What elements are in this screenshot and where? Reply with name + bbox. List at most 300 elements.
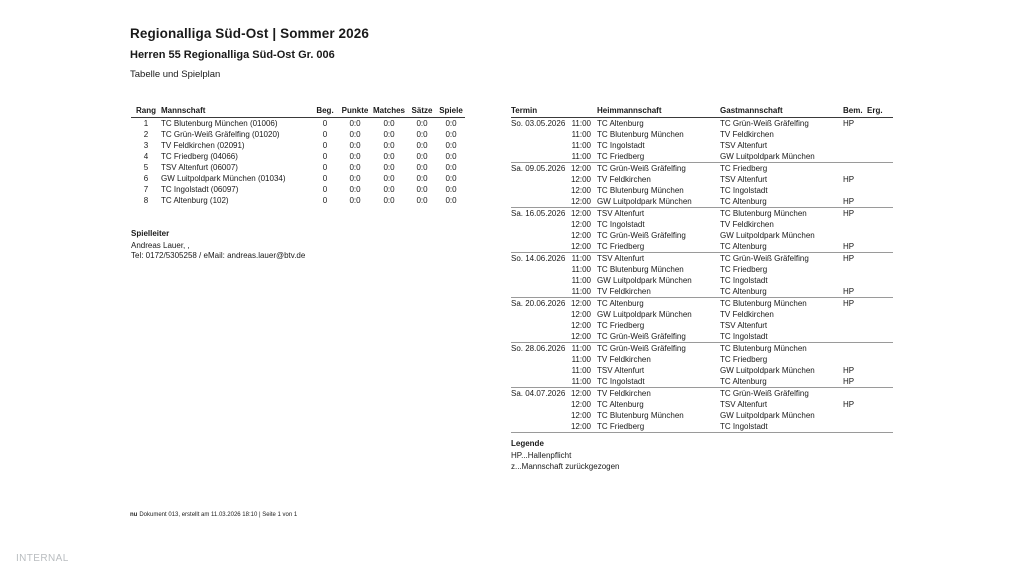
match-date-cell: Sa. 09.05.2026	[511, 164, 566, 173]
standings-cell: TC Ingolstadt (06097)	[161, 185, 239, 194]
standings-cell: 0:0	[349, 152, 361, 161]
schedule-group	[511, 343, 893, 388]
guest-team-cell: TC Ingolstadt	[720, 276, 768, 285]
standings-row	[131, 151, 465, 162]
legend-item: HP...Hallenpflicht	[511, 451, 572, 460]
match-time-cell: 12:00	[570, 220, 592, 229]
remark-cell: HP	[843, 197, 855, 206]
match-date-cell	[511, 286, 569, 298]
guest-team-cell: TC Blutenburg München	[720, 344, 807, 353]
result-cell	[867, 410, 893, 421]
schedule-row	[511, 196, 893, 208]
standings-cell: 0:0	[416, 152, 428, 161]
standings-cell: 0:0	[445, 130, 457, 139]
legend-item: z...Mannschaft zurückgezogen	[511, 462, 620, 471]
standings-cell: 0:0	[349, 174, 361, 183]
schedule-table	[511, 106, 893, 433]
guest-team-cell: TC Altenburg	[720, 242, 767, 251]
standings-cell: TC Altenburg (102)	[161, 196, 229, 205]
standings-cell: 4	[143, 152, 149, 161]
schedule-group	[511, 253, 893, 298]
standings-cell: 0:0	[445, 152, 457, 161]
home-team-cell: GW Luitpoldpark München	[597, 197, 692, 206]
result-cell	[867, 309, 893, 320]
standings-cell: 0:0	[416, 141, 428, 150]
standings-cell: 0:0	[445, 185, 457, 194]
home-team-cell: TC Grün-Weiß Gräfelfing	[597, 332, 686, 341]
home-team-cell: TC Friedberg	[597, 422, 645, 431]
schedule-row	[511, 230, 893, 241]
result-cell	[867, 421, 893, 433]
standings-cell: 2	[143, 130, 149, 139]
legend-items	[511, 450, 620, 472]
guest-team-cell: TV Feldkirchen	[720, 310, 774, 319]
match-date-cell	[511, 196, 569, 208]
standings-col-header: Mannschaft	[161, 106, 311, 118]
standings-cell: 0	[322, 152, 328, 161]
result-cell	[867, 388, 893, 400]
match-time-cell: 11:00	[571, 254, 592, 263]
result-cell	[867, 376, 893, 388]
home-team-cell: TV Feldkirchen	[597, 389, 651, 398]
schedule-row	[511, 376, 893, 388]
standings-cell: TC Friedberg (04066)	[161, 152, 238, 161]
standings-header-row	[131, 106, 465, 118]
standings-cell: 0:0	[383, 196, 395, 205]
standings-cell: 0:0	[416, 163, 428, 172]
standings-cell: 3	[143, 141, 149, 150]
standings-col-header: Rang	[131, 106, 161, 118]
schedule-row	[511, 151, 893, 163]
match-date-cell	[511, 365, 569, 376]
match-date-cell	[511, 410, 569, 421]
schedule-group	[511, 163, 893, 208]
schedule-header-row	[511, 106, 893, 118]
remark-cell: HP	[843, 175, 855, 184]
match-time-cell: 11:00	[571, 152, 592, 161]
remark-cell	[843, 129, 867, 140]
standings-row	[131, 195, 465, 206]
match-time-cell: 11:00	[571, 366, 592, 375]
standings-cell: 0:0	[349, 141, 361, 150]
remark-cell: HP	[843, 377, 855, 386]
schedule-row	[511, 163, 893, 175]
standings-cell: 0	[322, 163, 328, 172]
match-time-cell: 12:00	[570, 197, 592, 206]
standings-cell: 0	[322, 196, 328, 205]
remark-cell	[843, 354, 867, 365]
standings-cell: 0:0	[383, 119, 395, 128]
home-team-cell: TC Blutenburg München	[597, 411, 684, 420]
home-team-cell: TC Ingolstadt	[597, 220, 645, 229]
result-cell	[867, 275, 893, 286]
internal-watermark: INTERNAL	[16, 553, 69, 564]
standings-cell: TC Grün-Weiß Gräfelfing (01020)	[161, 130, 280, 139]
schedule-row	[511, 140, 893, 151]
match-date-cell: Sa. 16.05.2026	[511, 209, 566, 218]
guest-team-cell: TSV Altenfurt	[720, 321, 768, 330]
result-cell	[867, 163, 893, 175]
standings-cell: 0:0	[445, 141, 457, 150]
match-date-cell: Sa. 04.07.2026	[511, 389, 566, 398]
page-footer	[130, 511, 297, 519]
standings-cell: 0:0	[349, 185, 361, 194]
schedule-row	[511, 410, 893, 421]
standings-cell: 0	[322, 141, 328, 150]
schedule-row	[511, 241, 893, 253]
match-date-cell	[511, 320, 569, 331]
standings-col-header: Sätze	[407, 106, 437, 118]
standings-cell: TC Blutenburg München (01006)	[161, 119, 278, 128]
match-date-cell	[511, 376, 569, 388]
remark-cell	[843, 320, 867, 331]
remark-cell: HP	[843, 254, 855, 263]
guest-team-cell: TC Blutenburg München	[720, 299, 807, 308]
guest-team-cell: TC Grün-Weiß Gräfelfing	[720, 254, 809, 263]
home-team-cell: TC Friedberg	[597, 152, 645, 161]
schedule-row	[511, 298, 893, 310]
match-time-cell: 12:00	[570, 209, 592, 218]
schedule-group	[511, 298, 893, 343]
result-cell	[867, 343, 893, 355]
guest-team-cell: GW Luitpoldpark München	[720, 231, 815, 240]
schedule-row	[511, 343, 893, 355]
section-label: Tabelle und Spielplan	[130, 69, 221, 80]
remark-cell	[843, 331, 867, 343]
remark-cell: HP	[843, 287, 855, 296]
standings-cell: 0:0	[383, 185, 395, 194]
result-cell	[867, 264, 893, 275]
home-team-cell: TC Altenburg	[597, 119, 644, 128]
schedule-col-header: Erg.	[867, 106, 893, 118]
match-time-cell: 11:00	[571, 119, 592, 128]
remark-cell	[843, 151, 867, 163]
home-team-cell: TC Friedberg	[597, 321, 645, 330]
legend-heading: Legende	[511, 439, 544, 448]
remark-cell: HP	[843, 209, 855, 218]
home-team-cell: TC Altenburg	[597, 299, 644, 308]
standings-col-header: Matches	[371, 106, 407, 118]
result-cell	[867, 219, 893, 230]
home-team-cell: TV Feldkirchen	[597, 355, 651, 364]
standings-cell: 1	[143, 119, 149, 128]
match-time-cell: 11:00	[571, 344, 592, 353]
result-cell	[867, 241, 893, 253]
remark-cell	[843, 421, 867, 433]
result-cell	[867, 174, 893, 185]
match-time-cell: 12:00	[570, 310, 592, 319]
remark-cell: HP	[843, 400, 855, 409]
standings-col-header: Beg.	[311, 106, 339, 118]
page-subtitle: Herren 55 Regionalliga Süd-Ost Gr. 006	[130, 49, 335, 61]
standings-body	[131, 118, 465, 207]
home-team-cell: TC Ingolstadt	[597, 141, 645, 150]
match-date-cell	[511, 219, 569, 230]
schedule-row	[511, 286, 893, 298]
standings-cell: 0:0	[416, 174, 428, 183]
home-team-cell: TC Grün-Weiß Gräfelfing	[597, 164, 686, 173]
guest-team-cell: TC Altenburg	[720, 197, 767, 206]
spielleiter-contact-line: Tel: 0172/5305258 / eMail: andreas.lauer@btv.de	[131, 251, 306, 260]
schedule-row	[511, 129, 893, 140]
match-date-cell	[511, 275, 569, 286]
standings-cell: 5	[143, 163, 149, 172]
standings-cell: 0	[322, 185, 328, 194]
remark-cell	[843, 185, 867, 196]
schedule-row	[511, 331, 893, 343]
guest-team-cell: TC Blutenburg München	[720, 209, 807, 218]
remark-cell	[843, 264, 867, 275]
schedule-row	[511, 264, 893, 275]
schedule-col-header: Heimmannschaft	[591, 106, 718, 118]
match-time-cell: 12:00	[570, 231, 592, 240]
guest-team-cell: TSV Altenfurt	[720, 175, 768, 184]
schedule-group	[511, 388, 893, 433]
standings-cell: 0:0	[416, 130, 428, 139]
schedule-col-header: Termin	[511, 106, 591, 118]
schedule-row	[511, 174, 893, 185]
standings-cell: 0:0	[349, 163, 361, 172]
standings-cell: 0	[322, 174, 328, 183]
home-team-cell: TC Grün-Weiß Gräfelfing	[597, 344, 686, 353]
result-cell	[867, 151, 893, 163]
schedule-row	[511, 275, 893, 286]
home-team-cell: TSV Altenfurt	[597, 366, 645, 375]
standings-cell: 0:0	[445, 196, 457, 205]
schedule-col-header: Gastmannschaft	[718, 106, 843, 118]
page-title: Regionalliga Süd-Ost | Sommer 2026	[130, 26, 369, 41]
result-cell	[867, 129, 893, 140]
match-time-cell: 11:00	[571, 276, 592, 285]
remark-cell: HP	[843, 119, 855, 128]
standings-cell: 0	[322, 119, 328, 128]
schedule-group	[511, 118, 893, 163]
guest-team-cell: GW Luitpoldpark München	[720, 411, 815, 420]
standings-col-header: Punkte	[339, 106, 371, 118]
home-team-cell: TC Blutenburg München	[597, 186, 684, 195]
remark-cell	[843, 410, 867, 421]
standings-cell: 0:0	[383, 141, 395, 150]
match-date-cell	[511, 230, 569, 241]
standings-cell: 0:0	[383, 163, 395, 172]
schedule-row	[511, 253, 893, 265]
standings-cell: 0:0	[349, 196, 361, 205]
remark-cell	[843, 230, 867, 241]
result-cell	[867, 196, 893, 208]
match-time-cell: 12:00	[570, 164, 592, 173]
remark-cell	[843, 343, 867, 355]
schedule-row	[511, 208, 893, 220]
match-date-cell: So. 03.05.2026	[511, 119, 566, 128]
result-cell	[867, 185, 893, 196]
guest-team-cell: TSV Altenfurt	[720, 400, 768, 409]
result-cell	[867, 298, 893, 310]
match-date-cell: So. 14.06.2026	[511, 254, 566, 263]
guest-team-cell: TC Friedberg	[720, 164, 768, 173]
match-time-cell: 12:00	[570, 411, 592, 420]
match-date-cell	[511, 421, 569, 433]
match-date-cell	[511, 331, 569, 343]
result-cell	[867, 286, 893, 298]
schedule-row	[511, 421, 893, 433]
home-team-cell: TC Friedberg	[597, 242, 645, 251]
guest-team-cell: TC Altenburg	[720, 287, 767, 296]
result-cell	[867, 253, 893, 265]
guest-team-cell: TV Feldkirchen	[720, 220, 774, 229]
standings-cell: 0	[322, 130, 328, 139]
schedule-row	[511, 320, 893, 331]
match-time-cell: 11:00	[571, 141, 592, 150]
schedule-row	[511, 309, 893, 320]
standings-cell: GW Luitpoldpark München (01034)	[161, 174, 286, 183]
match-time-cell: 11:00	[571, 130, 592, 139]
standings-col-header: Spiele	[437, 106, 465, 118]
match-time-cell: 12:00	[570, 321, 592, 330]
remark-cell	[843, 140, 867, 151]
remark-cell	[843, 275, 867, 286]
standings-cell: 8	[143, 196, 149, 205]
standings-cell: 0:0	[383, 152, 395, 161]
standings-cell: 0:0	[349, 119, 361, 128]
result-cell	[867, 331, 893, 343]
home-team-cell: TC Altenburg	[597, 400, 644, 409]
schedule-row	[511, 399, 893, 410]
result-cell	[867, 230, 893, 241]
standings-table	[131, 106, 465, 206]
match-date-cell	[511, 264, 569, 275]
home-team-cell: TV Feldkirchen	[597, 175, 651, 184]
home-team-cell: GW Luitpoldpark München	[597, 310, 692, 319]
match-time-cell: 12:00	[570, 400, 592, 409]
standings-cell: 0:0	[445, 163, 457, 172]
home-team-cell: TC Blutenburg München	[597, 265, 684, 274]
home-team-cell: GW Luitpoldpark München	[597, 276, 692, 285]
result-cell	[867, 399, 893, 410]
match-date-cell	[511, 174, 569, 185]
standings-row	[131, 140, 465, 151]
match-date-cell	[511, 185, 569, 196]
match-time-cell: 12:00	[570, 389, 592, 398]
standings-cell: 6	[143, 174, 149, 183]
guest-team-cell: TC Ingolstadt	[720, 186, 768, 195]
schedule-row	[511, 388, 893, 400]
standings-row	[131, 129, 465, 140]
standings-cell: 0:0	[445, 174, 457, 183]
guest-team-cell: GW Luitpoldpark München	[720, 152, 815, 161]
schedule-row	[511, 365, 893, 376]
standings-cell: 0:0	[383, 130, 395, 139]
legend-block	[511, 438, 620, 472]
guest-team-cell: GW Luitpoldpark München	[720, 366, 815, 375]
schedule-group	[511, 208, 893, 253]
standings-row	[131, 162, 465, 173]
schedule-row	[511, 219, 893, 230]
guest-team-cell: TC Altenburg	[720, 377, 767, 386]
guest-team-cell: TC Grün-Weiß Gräfelfing	[720, 389, 809, 398]
remark-cell	[843, 309, 867, 320]
guest-team-cell: TC Grün-Weiß Gräfelfing	[720, 119, 809, 128]
result-cell	[867, 320, 893, 331]
spielleiter-heading: Spielleiter	[131, 229, 170, 238]
remark-cell: HP	[843, 366, 855, 375]
home-team-cell: TC Ingolstadt	[597, 377, 645, 386]
match-date-cell: Sa. 20.06.2026	[511, 299, 566, 308]
match-date-cell	[511, 399, 569, 410]
remark-cell	[843, 163, 867, 175]
standings-row	[131, 184, 465, 195]
match-time-cell: 11:00	[571, 265, 592, 274]
guest-team-cell: TSV Altenfurt	[720, 141, 768, 150]
match-time-cell: 12:00	[570, 175, 592, 184]
remark-cell: HP	[843, 299, 855, 308]
standings-cell: 7	[143, 185, 149, 194]
guest-team-cell: TC Friedberg	[720, 355, 768, 364]
standings-cell: TSV Altenfurt (06007)	[161, 163, 238, 172]
document-header	[130, 26, 369, 80]
match-date-cell: So. 28.06.2026	[511, 344, 566, 353]
match-date-cell	[511, 354, 569, 365]
standings-cell: 0:0	[416, 196, 428, 205]
match-time-cell: 12:00	[570, 422, 592, 431]
standings-cell: 0:0	[445, 119, 457, 128]
standings-cell: 0:0	[416, 119, 428, 128]
schedule-row	[511, 118, 893, 130]
result-cell	[867, 208, 893, 220]
match-time-cell: 12:00	[570, 299, 592, 308]
remark-cell: HP	[843, 242, 855, 251]
result-cell	[867, 354, 893, 365]
home-team-cell: TC Blutenburg München	[597, 130, 684, 139]
standings-cell: TV Feldkirchen (02091)	[161, 141, 245, 150]
standings-cell: 0:0	[416, 185, 428, 194]
guest-team-cell: TC Ingolstadt	[720, 422, 768, 431]
home-team-cell: TSV Altenfurt	[597, 254, 645, 263]
match-time-cell: 12:00	[570, 242, 592, 251]
match-time-cell: 11:00	[571, 377, 592, 386]
match-time-cell: 11:00	[571, 355, 592, 364]
schedule-col-header: Bem.	[843, 106, 867, 118]
schedule-row	[511, 354, 893, 365]
result-cell	[867, 365, 893, 376]
match-time-cell: 11:00	[571, 287, 592, 296]
schedule-row	[511, 185, 893, 196]
spielleiter-block	[131, 229, 305, 262]
standings-row	[131, 173, 465, 184]
standings-row	[131, 118, 465, 130]
match-time-cell: 12:00	[570, 332, 592, 341]
standings-cell: 0:0	[383, 174, 395, 183]
guest-team-cell: TV Feldkirchen	[720, 130, 774, 139]
match-date-cell	[511, 140, 569, 151]
result-cell	[867, 118, 893, 130]
home-team-cell: TC Grün-Weiß Gräfelfing	[597, 231, 686, 240]
home-team-cell: TV Feldkirchen	[597, 287, 651, 296]
match-time-cell: 12:00	[570, 186, 592, 195]
remark-cell	[843, 388, 867, 400]
match-date-cell	[511, 309, 569, 320]
footer-text: Dokument 013, erstellt am 11.03.2026 18:10 | Seite 1 von 1	[139, 512, 298, 518]
match-date-cell	[511, 151, 569, 163]
guest-team-cell: TC Ingolstadt	[720, 332, 768, 341]
result-cell	[867, 140, 893, 151]
guest-team-cell: TC Friedberg	[720, 265, 768, 274]
home-team-cell: TSV Altenfurt	[597, 209, 645, 218]
match-date-cell	[511, 129, 569, 140]
standings-cell: 0:0	[349, 130, 361, 139]
match-date-cell	[511, 241, 569, 253]
spielleiter-name: Andreas Lauer, ,	[131, 240, 190, 250]
remark-cell	[843, 219, 867, 230]
